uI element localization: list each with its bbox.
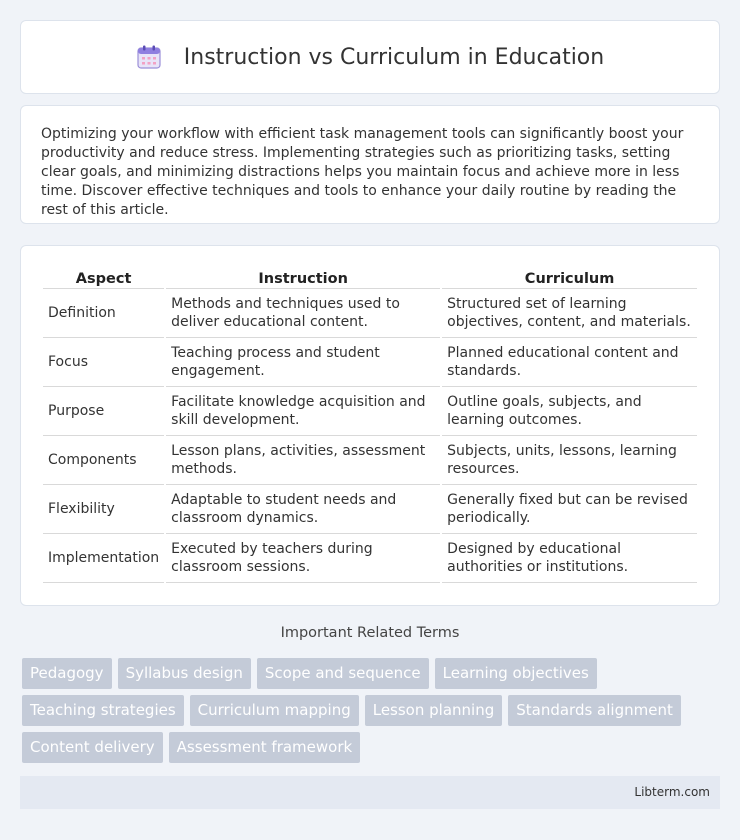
- comparison-table: [41, 268, 699, 583]
- calendar-icon: [136, 44, 162, 70]
- intro-text: Optimizing your workflow with efficient task management tools can significantly boost your productivity and reduce stress. Implementing strategies such as prioritizing tasks, setting clear goals, and minimizing distractions helps you maintain focus and achieve more in less time. Discover effective techniques and tools to enhance your daily routine by reading the rest of this article.: [41, 126, 684, 218]
- table-cell: Teaching process and student engagement.: [166, 338, 440, 387]
- table-cell: Structured set of learning objectives, content, and materials.: [442, 289, 697, 338]
- footer: [20, 776, 720, 809]
- related-terms-title: Important Related Terms: [280, 625, 460, 641]
- table-row: [43, 436, 697, 485]
- term-tag[interactable]: Content delivery: [22, 732, 163, 763]
- column-header: Curriculum: [442, 268, 697, 289]
- table-cell: Lesson plans, activities, assessment methods.: [166, 436, 440, 485]
- table-row: [43, 534, 697, 583]
- comparison-card: [20, 245, 720, 606]
- column-header: Aspect: [43, 268, 164, 289]
- page-title: Instruction vs Curriculum in Education: [183, 44, 605, 70]
- term-tag[interactable]: Scope and sequence: [257, 658, 429, 689]
- term-tag[interactable]: Syllabus design: [118, 658, 251, 689]
- table-cell: Planned educational content and standards.: [442, 338, 697, 387]
- header-card: [20, 20, 720, 94]
- term-tag[interactable]: Curriculum mapping: [190, 695, 359, 726]
- table-cell: Implementation: [43, 534, 164, 583]
- table-cell: Purpose: [43, 387, 164, 436]
- term-tag[interactable]: Standards alignment: [508, 695, 681, 726]
- table-cell: Flexibility: [43, 485, 164, 534]
- table-cell: Subjects, units, lessons, learning resources.: [442, 436, 697, 485]
- table-row: [43, 289, 697, 338]
- table-cell: Focus: [43, 338, 164, 387]
- term-tag[interactable]: Lesson planning: [365, 695, 503, 726]
- table-cell: Definition: [43, 289, 164, 338]
- related-terms-list: [22, 658, 722, 769]
- table-cell: Adaptable to student needs and classroom dynamics.: [166, 485, 440, 534]
- table-cell: Designed by educational authorities or institutions.: [442, 534, 697, 583]
- table-row: [43, 387, 697, 436]
- table-row: [43, 485, 697, 534]
- table-cell: Components: [43, 436, 164, 485]
- term-tag[interactable]: Teaching strategies: [22, 695, 184, 726]
- term-tag[interactable]: Learning objectives: [435, 658, 597, 689]
- table-cell: Executed by teachers during classroom sessions.: [166, 534, 440, 583]
- table-cell: Generally fixed but can be revised periodically.: [442, 485, 697, 534]
- table-row: [43, 338, 697, 387]
- term-tag[interactable]: Assessment framework: [169, 732, 361, 763]
- table-header-row: [43, 268, 697, 289]
- column-header: Instruction: [166, 268, 440, 289]
- table-cell: Facilitate knowledge acquisition and skill development.: [166, 387, 440, 436]
- table-cell: Outline goals, subjects, and learning outcomes.: [442, 387, 697, 436]
- table-cell: Methods and techniques used to deliver educational content.: [166, 289, 440, 338]
- footer-link[interactable]: Libterm.com: [634, 785, 710, 799]
- term-tag[interactable]: Pedagogy: [22, 658, 112, 689]
- intro-card: [20, 105, 720, 224]
